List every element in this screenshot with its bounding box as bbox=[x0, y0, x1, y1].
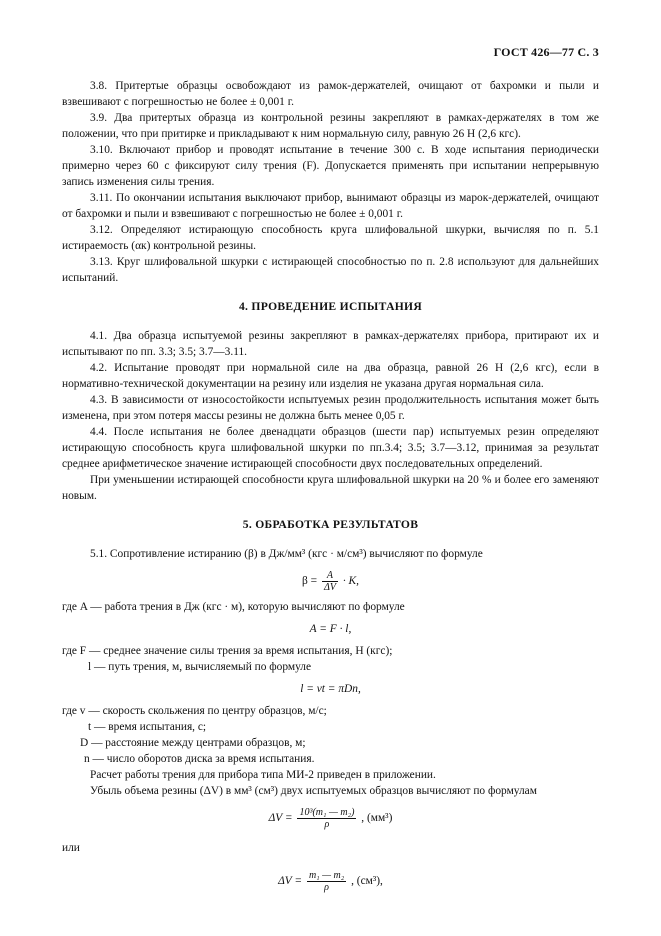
para-3-8: 3.8. Притертые образцы освобождают из рамок-держателей, очищают от бахромки и пыли и взвешивают с погрешностью не более ± 0,001 г. bbox=[62, 80, 599, 108]
para-3-11: 3.11. По окончании испытания выключают прибор, вынимают образцы из марок-держателей, очищают от бахромки и пыли и взвешивают с погрешностью не более ± 0,001 г. bbox=[62, 192, 599, 220]
formula-beta-fraction bbox=[322, 570, 338, 593]
formula-dv-cm3-lhs: ΔV = bbox=[278, 875, 303, 888]
para-3-13: 3.13. Круг шлифовальной шкурки с истирающей способностью по п. 2.8 используют для дальнейших испытаний. bbox=[62, 256, 599, 284]
formula-dv-cm3-num: m₁ — m₂ bbox=[308, 870, 345, 881]
formula-dv-mm3-lhs: ΔV = bbox=[268, 812, 293, 825]
formula-dv-mm3-den: ρ bbox=[324, 819, 330, 830]
para-4-2: 4.2. Испытание проводят при нормальной силе на два образца, равной 26 Н (2,6 кгс), если в нормативно-технической документации на резину или изделия не указана другая нормальная сила. bbox=[62, 362, 599, 390]
para-mi2: Расчет работы трения для прибора типа МИ-2 приведен в приложении. bbox=[90, 769, 436, 781]
formula-dv-mm3-fraction bbox=[297, 807, 356, 830]
para-5-1: 5.1. Сопротивление истиранию (β) в Дж/мм³ (кгс · м/см³) вычисляют по формуле bbox=[90, 548, 483, 560]
formula-dv-mm3 bbox=[62, 807, 599, 830]
formula-dv-cm3-den: ρ bbox=[324, 882, 329, 893]
para-volume-loss: Убыль объема резины (ΔV) в мм³ (см³) двух испытуемых образцов вычисляют по формулам bbox=[90, 785, 537, 797]
page-header: ГОСТ 426—77 С. 3 bbox=[493, 45, 599, 59]
para-4-1: 4.1. Два образца испытуемой резины закрепляют в рамках-держателях прибора, притирают их и испытывают по пп. 3.3; 3.5; 3.7—3.11. bbox=[62, 330, 599, 358]
formula-beta-lhs: β = bbox=[302, 575, 318, 588]
definitions bbox=[62, 599, 599, 767]
def-v: где v — скорость скольжения по центру образцов, м/с; bbox=[62, 705, 327, 717]
def-D: D — расстояние между центрами образцов, м; bbox=[80, 737, 306, 749]
def-l: l — путь трения, м, вычисляемый по формуле bbox=[88, 661, 312, 673]
def-F: где F — среднее значение силы трения за время испытания, Н (кгс); bbox=[62, 645, 393, 657]
para-3-9: 3.9. Два притертых образца из контрольной резины закрепляют в рамках-держателях в том же положении, что при притирке и прикладывают к ним нормальную силу, равную 26 Н (2,6 кгс). bbox=[62, 112, 599, 140]
or-text: или bbox=[62, 842, 80, 854]
para-4-4: 4.4. После испытания не более двенадцати образцов (шести пар) испытуемых резин определяют истирающую способность круга шлифовальной шкурки по пп.3.4; 3.5; 3.7—3.12, принимая за результат среднее арифметическое значение истирающей способности двух последовательных определений. bbox=[62, 426, 599, 470]
formula-beta-den: ΔV bbox=[323, 582, 336, 593]
para-3-12: 3.12. Определяют истирающую способность круга шлифовальной шкурки, вычисляя по п. 5.1 истираемость (αк) контрольной резины. bbox=[62, 224, 599, 252]
section-4-title: 4. ПРОВЕДЕНИЕ ИСПЫТАНИЯ bbox=[238, 300, 423, 313]
def-t: t — время испытания, с; bbox=[88, 721, 207, 733]
formula-beta-num: A bbox=[322, 570, 338, 582]
document-page bbox=[62, 40, 599, 893]
formula-beta bbox=[62, 570, 599, 593]
formula-dv-mm3-rhs: , (мм³) bbox=[361, 812, 393, 825]
formula-dv-cm3-fraction bbox=[307, 870, 346, 893]
formula-A: A = F · l, bbox=[309, 623, 352, 635]
formula-beta-rhs: · K, bbox=[342, 575, 359, 588]
formula-dv-mm3-num: 10³(m₁ — m₂) bbox=[299, 807, 355, 818]
def-A: где A — работа трения в Дж (кгс · м), которую вычисляют по формуле bbox=[62, 601, 405, 613]
formula-dv-cm3 bbox=[62, 870, 599, 893]
para-4-3: 4.3. В зависимости от износостойкости испытуемых резин продолжительность испытания может быть изменена, при этом потеря массы резины не должна быть менее 0,05 г. bbox=[62, 394, 599, 422]
def-n: n — число оборотов диска за время испытания. bbox=[84, 753, 315, 765]
section-5-title: 5. ОБРАБОТКА РЕЗУЛЬТАТОВ bbox=[242, 518, 419, 531]
formula-l: l = vt = πDn, bbox=[300, 683, 361, 695]
para-abrasive-replace: При уменьшении истирающей способности круга шлифовальной шкурки на 20 % и более его заменяют новым. bbox=[62, 474, 599, 502]
para-3-10: 3.10. Включают прибор и проводят испытание в течение 300 с. В ходе испытания периодически примерно через 60 с фиксируют силу трения (F). Допускается применять при испытании непрерывную запись изменения силы трения. bbox=[62, 144, 599, 188]
formula-dv-cm3-rhs: , (см³), bbox=[351, 875, 383, 888]
